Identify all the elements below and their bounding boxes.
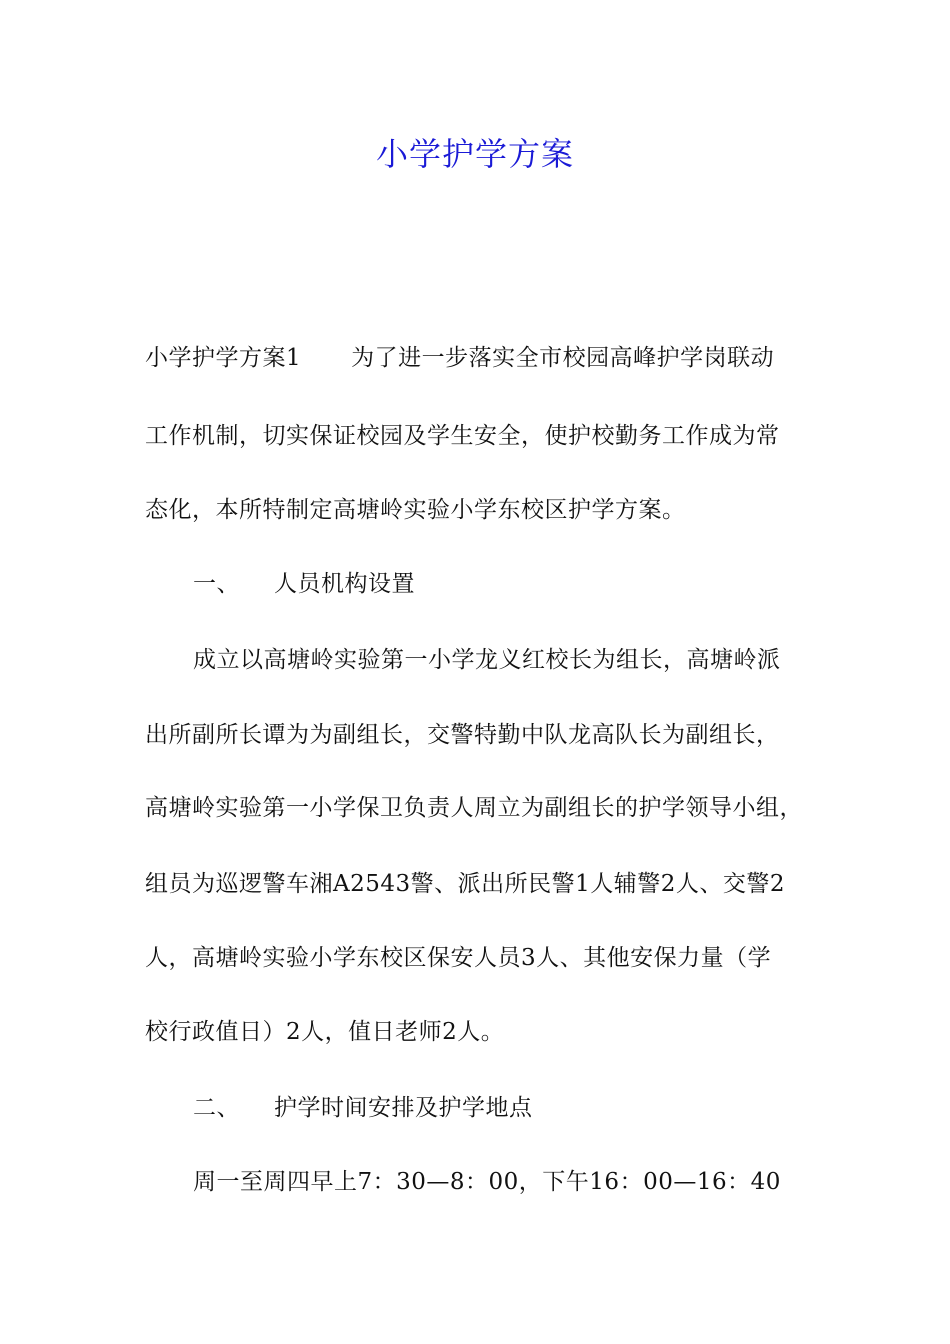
section-heading [193,1088,873,1128]
section-number: 一、 [193,571,240,597]
paragraph-line: 成立以高塘岭实验第一小学龙义红校长为组长，高塘岭派 [193,647,781,673]
paragraph-text: 为了进一步落实全市校园高峰护学岗联动 [351,345,775,371]
paragraph-line: 出所副所长谭为为副组长，交警特勤中队龙高队长为副组长， [145,722,780,748]
section-title: 护学时间安排及护学地点 [274,1095,533,1121]
paragraph-line: 周一至周四早上7：30—8：00，下午16：00—16：40 [193,1169,781,1195]
section-title: 人员机构设置 [274,571,415,597]
section-number: 二、 [193,1095,240,1121]
paragraph-line: 工作机制，切实保证校园及学生安全，使护校勤务工作成为常 [145,423,780,449]
paragraph-line: 组员为巡逻警车湘A2543警、派出所民警1人辅警2人、交警2 [145,871,786,897]
section-heading [193,564,873,604]
section-heading: 小学护学方案1 [145,345,302,371]
document-title: 小学护学方案 [375,135,574,173]
paragraph-line: 态化，本所特制定高塘岭实验小学东校区护学方案。 [145,497,686,523]
paragraph-line: 校行政值日）2人，值日老师2人。 [145,1019,505,1045]
paragraph-line: 人，高塘岭实验小学东校区保安人员3人、其他安保力量（学 [145,945,772,971]
paragraph-line: 高塘岭实验第一小学保卫负责人周立为副组长的护学领导小组， [145,795,803,821]
paragraph-line [145,338,825,378]
